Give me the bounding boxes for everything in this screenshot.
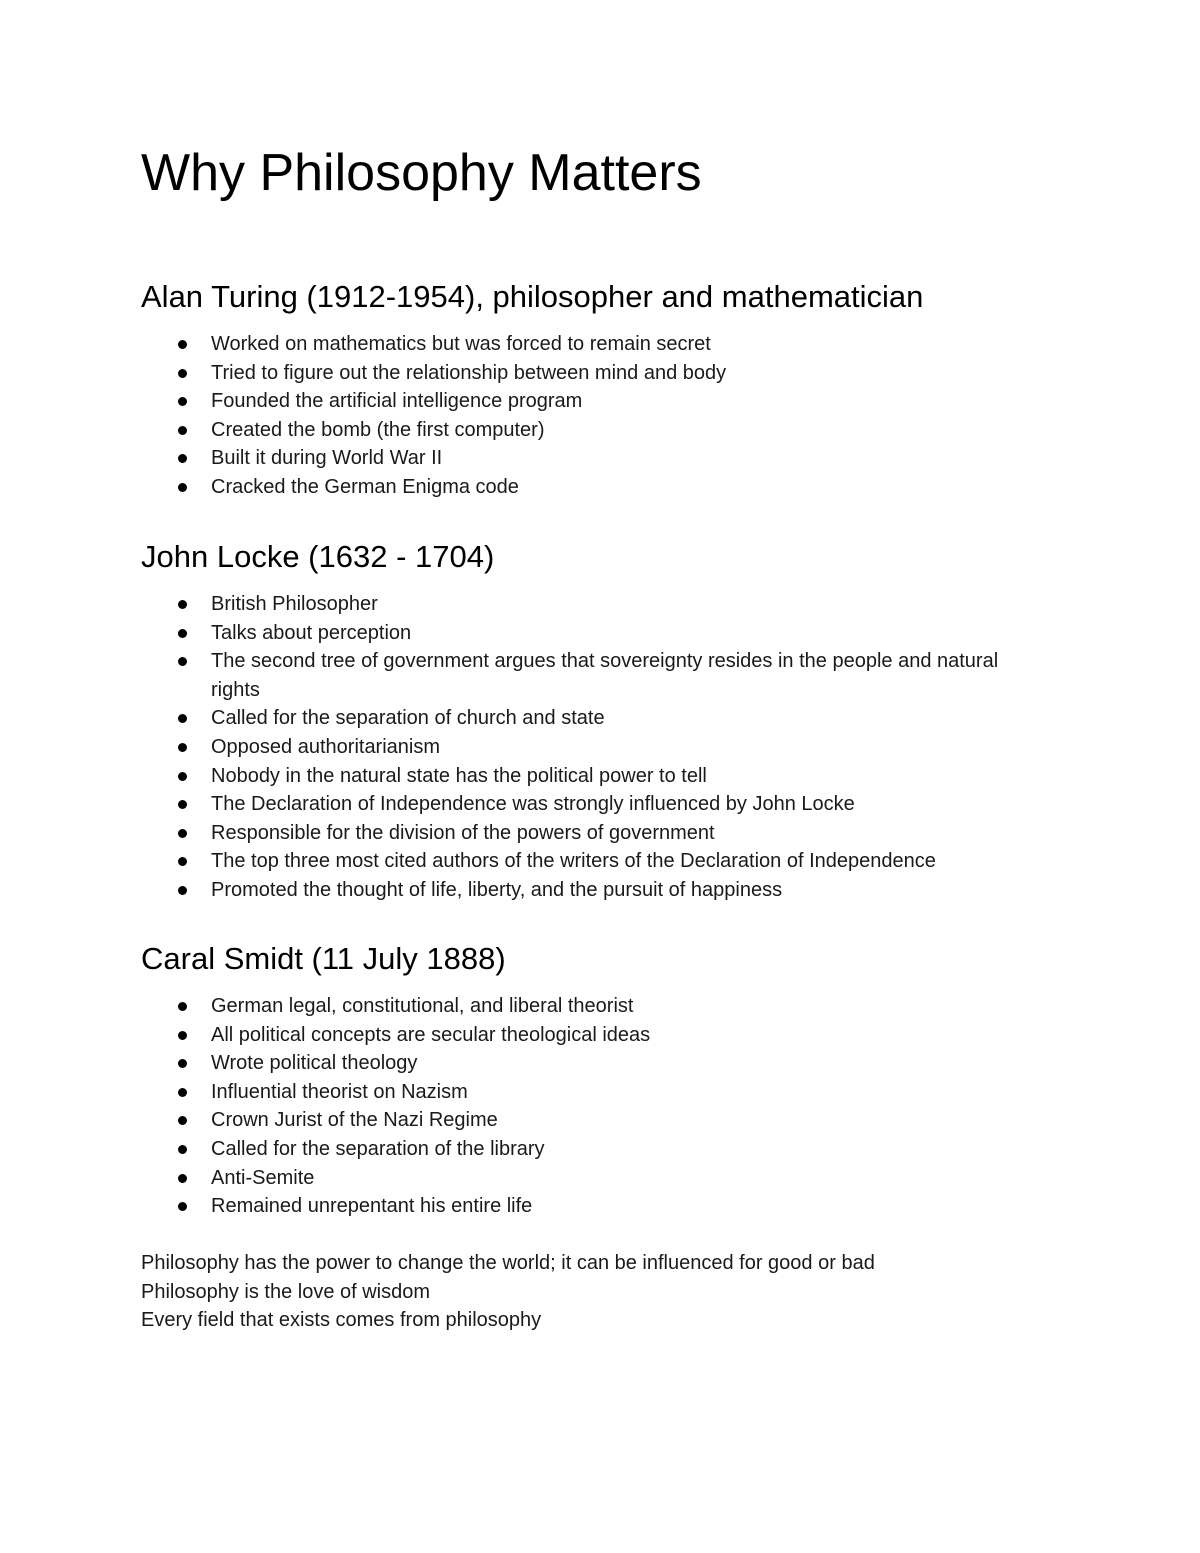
bullet-icon: [178, 426, 187, 435]
bullet-icon: [178, 600, 187, 609]
list-item: Remained unrepentant his entire life: [141, 1192, 1021, 1221]
list-item: British Philosopher: [141, 590, 1021, 619]
bullet-icon: [178, 800, 187, 809]
bullet-icon: [178, 1202, 187, 1211]
page-title: Why Philosophy Matters: [141, 144, 702, 202]
list-item: Crown Jurist of the Nazi Regime: [141, 1106, 1021, 1135]
closing-line: Philosophy has the power to change the world; it can be influenced for good or bad: [141, 1252, 875, 1274]
list-item: Influential theorist on Nazism: [141, 1078, 1021, 1107]
list-item: Anti-Semite: [141, 1164, 1021, 1193]
list-item: Created the bomb (the first computer): [141, 416, 1021, 445]
section-heading-locke: John Locke (1632 - 1704): [141, 539, 495, 574]
bullet-icon: [178, 857, 187, 866]
bullet-icon: [178, 1031, 187, 1040]
list-item: Cracked the German Enigma code: [141, 473, 1021, 502]
bullet-icon: [178, 743, 187, 752]
closing-notes: [141, 1249, 875, 1335]
bullet-list-smidt: [141, 992, 1021, 1221]
bullet-icon: [178, 1059, 187, 1068]
list-item: Built it during World War II: [141, 444, 1021, 473]
list-item: Promoted the thought of life, liberty, and the pursuit of happiness: [141, 876, 1021, 905]
list-item: Called for the separation of the library: [141, 1135, 1021, 1164]
bullet-icon: [178, 369, 187, 378]
list-item: Talks about perception: [141, 619, 1021, 648]
section-heading-smidt: Caral Smidt (11 July 1888): [141, 941, 506, 976]
list-item: All political concepts are secular theological ideas: [141, 1021, 1021, 1050]
list-item: Responsible for the division of the powers of government: [141, 819, 1021, 848]
bullet-list-turing: [141, 330, 1021, 502]
list-item: Nobody in the natural state has the political power to tell: [141, 762, 1021, 791]
bullet-icon: [178, 629, 187, 638]
bullet-icon: [178, 483, 187, 492]
bullet-icon: [178, 340, 187, 349]
list-item: Worked on mathematics but was forced to remain secret: [141, 330, 1021, 359]
bullet-icon: [178, 886, 187, 895]
bullet-icon: [178, 1174, 187, 1183]
list-item: Called for the separation of church and state: [141, 704, 1021, 733]
bullet-icon: [178, 1088, 187, 1097]
bullet-icon: [178, 772, 187, 781]
bullet-icon: [178, 714, 187, 723]
bullet-icon: [178, 1116, 187, 1125]
closing-line: Every field that exists comes from philosophy: [141, 1309, 542, 1332]
list-item: Tried to figure out the relationship between mind and body: [141, 359, 1021, 388]
list-item: Wrote political theology: [141, 1049, 1021, 1078]
list-item: Founded the artificial intelligence program: [141, 387, 1021, 416]
bullet-icon: [178, 829, 187, 838]
list-item: German legal, constitutional, and liberal theorist: [141, 992, 1021, 1021]
list-item: The top three most cited authors of the writers of the Declaration of Independence: [141, 847, 1021, 876]
section-heading-turing: Alan Turing (1912-1954), philosopher and mathematician: [141, 279, 924, 314]
bullet-icon: [178, 1145, 187, 1154]
bullet-icon: [178, 397, 187, 406]
bullet-icon: [178, 657, 187, 666]
list-item: The second tree of government argues that sovereignty resides in the people and natural rights: [141, 647, 1021, 704]
closing-line: Philosophy is the love of wisdom: [141, 1280, 431, 1303]
bullet-list-locke: [141, 590, 1021, 905]
bullet-icon: [178, 454, 187, 463]
list-item: Opposed authoritarianism: [141, 733, 1021, 762]
bullet-icon: [178, 1002, 187, 1011]
list-item: The Declaration of Independence was strongly influenced by John Locke: [141, 790, 1021, 819]
